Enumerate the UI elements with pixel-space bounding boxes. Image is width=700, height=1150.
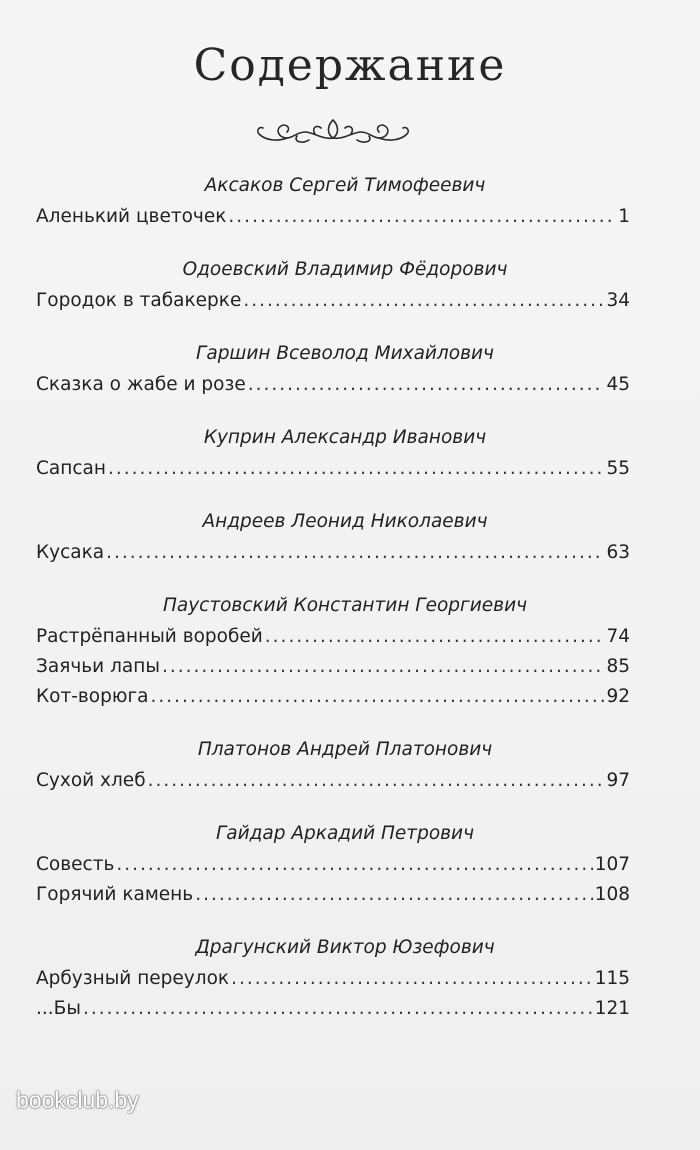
toc-entry[interactable] [36,766,630,796]
toc-section [36,338,630,422]
dot-leader [116,850,592,880]
dot-leader [265,622,605,652]
dot-leader [228,202,616,232]
toc-entry[interactable] [36,454,630,484]
entry-title: Кусака [36,542,105,563]
flourish-ornament-icon [253,112,413,146]
author-heading: Гаршин Всеволод Михайлович [196,343,494,364]
entry-title: Кот-ворюга [36,686,149,707]
toc-entry[interactable] [36,850,630,880]
page-title: Содержание [193,40,507,91]
watermark-text: bookclub.by [16,1087,139,1113]
entry-page-number: 55 [606,458,630,479]
toc-section [36,734,630,818]
entry-page-number: 85 [606,656,630,677]
table-of-contents [36,170,630,1024]
toc-entry[interactable] [36,994,630,1024]
dot-leader [108,454,605,484]
entry-title: Сказка о жабе и розе [36,374,246,395]
toc-section [36,818,630,932]
author-heading: Платонов Андрей Платонович [197,739,493,760]
dot-leader [151,682,605,712]
dot-leader [231,964,593,994]
toc-entry[interactable] [36,880,630,910]
entry-title: ...Бы [36,998,81,1019]
toc-entry[interactable] [36,370,630,400]
author-heading: Паустовский Константин Георгиевич [162,595,528,616]
author-heading: Драгунский Виктор Юзефович [195,937,495,958]
entry-page-number: 121 [594,998,630,1019]
toc-section [36,932,630,1024]
entry-page-number: 107 [594,854,630,875]
entry-page-number: 97 [606,770,630,791]
toc-section [36,506,630,590]
entry-title: Совесть [36,854,115,875]
toc-section [36,422,630,506]
entry-page-number: 108 [594,884,630,905]
dot-leader [248,370,605,400]
dot-leader [106,538,604,568]
dot-leader [148,766,605,796]
dot-leader [195,880,593,910]
entry-page-number: 115 [594,968,630,989]
toc-entry[interactable] [36,286,630,316]
author-heading: Одоевский Владимир Фёдорович [182,259,508,280]
entry-title: Арбузный переулок [36,968,230,989]
entry-title: Сухой хлеб [36,770,146,791]
toc-section [36,590,630,734]
dot-leader [162,652,605,682]
entry-title: Заячьи лапы [36,656,160,677]
entry-page-number: 92 [606,686,630,707]
dot-leader [243,286,604,316]
entry-title: Городок в табакерке [36,290,242,311]
toc-section [36,254,630,338]
toc-entry[interactable] [36,682,630,712]
entry-title: Аленький цветочек [36,206,227,227]
author-heading: Гайдар Аркадий Петрович [215,823,475,844]
entry-page-number: 63 [606,542,630,563]
author-heading: Куприн Александр Иванович [203,427,487,448]
entry-page-number: 1 [618,206,630,227]
toc-entry[interactable] [36,538,630,568]
toc-section [36,170,630,254]
author-heading: Аксаков Сергей Тимофеевич [204,175,486,196]
entry-page-number: 74 [606,626,630,647]
toc-entry[interactable] [36,964,630,994]
author-heading: Андреев Леонид Николаевич [202,511,488,532]
toc-entry[interactable] [36,202,630,232]
entry-page-number: 45 [606,374,630,395]
entry-title: Горячий камень [36,884,194,905]
entry-title: Растрёпанный воробей [36,626,263,647]
dot-leader [83,994,593,1024]
entry-title: Сапсан [36,458,106,479]
entry-page-number: 34 [606,290,630,311]
toc-entry[interactable] [36,652,630,682]
toc-entry[interactable] [36,622,630,652]
